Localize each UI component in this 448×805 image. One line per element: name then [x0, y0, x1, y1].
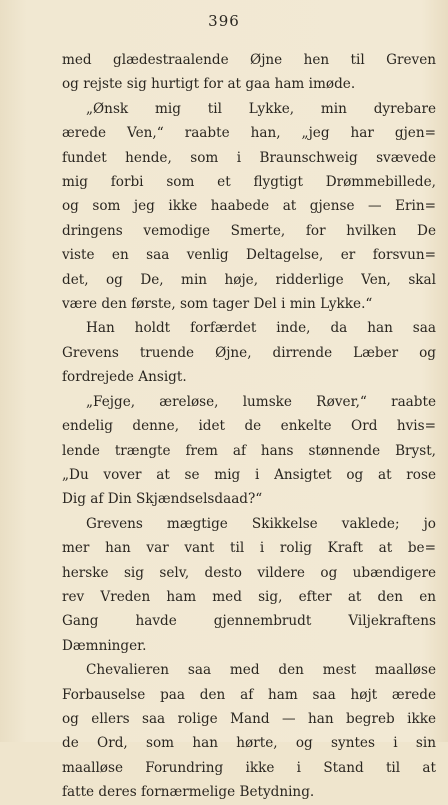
paragraph [62, 512, 436, 658]
text-line: „Du vover at se mig i Ansigtet og at rose [62, 466, 436, 483]
text-line: fundet hende, som i Braunschweig svævede [62, 149, 436, 166]
text-line: mig forbi som et flygtigt Drømmebillede, [62, 174, 436, 191]
paragraph [62, 658, 436, 804]
text-line: Chevalieren saa med den mest maalløse [86, 662, 436, 679]
text-line: lende trængte frem af hans stønnende Bryst, [62, 442, 436, 459]
text-line: maalløse Forundring ikke i Stand til at [62, 759, 436, 776]
text-line: Gang havde gjennembrudt Viljekraftens [62, 613, 436, 630]
text-line: „Fejge, æreløse, lumske Røver,“ raabte [86, 393, 436, 410]
text-line: viste en saa venlig Deltagelse, er forsvun= [62, 247, 436, 264]
text-line: mer han var vant til i rolig Kraft at be= [62, 540, 436, 557]
text-line: være den første, som tager Del i min Lykke.“ [62, 296, 373, 313]
text-line: ærede Ven,“ raabte han, „jeg har gjen= [62, 125, 436, 142]
text-line: Forbauselse paa den af ham saa højt ærede [62, 686, 436, 703]
text-line: og som jeg ikke haabede at gjense — Erin= [62, 198, 436, 215]
text-line: dringens vemodige Smerte, for hvilken De [62, 222, 436, 239]
text-line: fordrejede Ansigt. [62, 369, 187, 386]
text-line: herske sig selv, desto vildere og ubændigere [62, 564, 436, 581]
text-line: Grevens mægtige Skikkelse vaklede; jo [86, 515, 436, 532]
text-line: de Ord, som han hørte, og syntes i sin [62, 735, 436, 752]
text-line: og rejste sig hurtigt for at gaa ham imøde. [62, 76, 356, 93]
paragraph [62, 316, 436, 389]
body-text [62, 48, 436, 805]
text-line: Dig af Din Skjændselsdaad?“ [62, 491, 263, 508]
paragraph [62, 390, 436, 512]
page-number: 396 [208, 12, 240, 30]
text-line: og ellers saa rolige Mand — han begreb ikke [62, 710, 436, 727]
text-line: fatte deres fornærmelige Betydning. [62, 784, 315, 801]
text-line: Han holdt forfærdet inde, da han saa [86, 320, 436, 337]
text-line: Dæmninger. [62, 637, 147, 654]
text-line: med glædestraalende Øjne hen til Greven [62, 52, 436, 68]
paragraph [62, 97, 436, 317]
text-line: det, og De, min høje, ridderlige Ven, skal [62, 271, 436, 288]
paragraph [62, 48, 436, 97]
text-line: endelig denne, idet de enkelte Ord hvis= [62, 418, 436, 435]
text-line: rev Vreden ham med sig, efter at den en [62, 588, 436, 605]
text-line: „Ønsk mig til Lykke, min dyrebare [86, 100, 436, 117]
text-line: Grevens truende Øjne, dirrende Læber og [62, 344, 436, 361]
